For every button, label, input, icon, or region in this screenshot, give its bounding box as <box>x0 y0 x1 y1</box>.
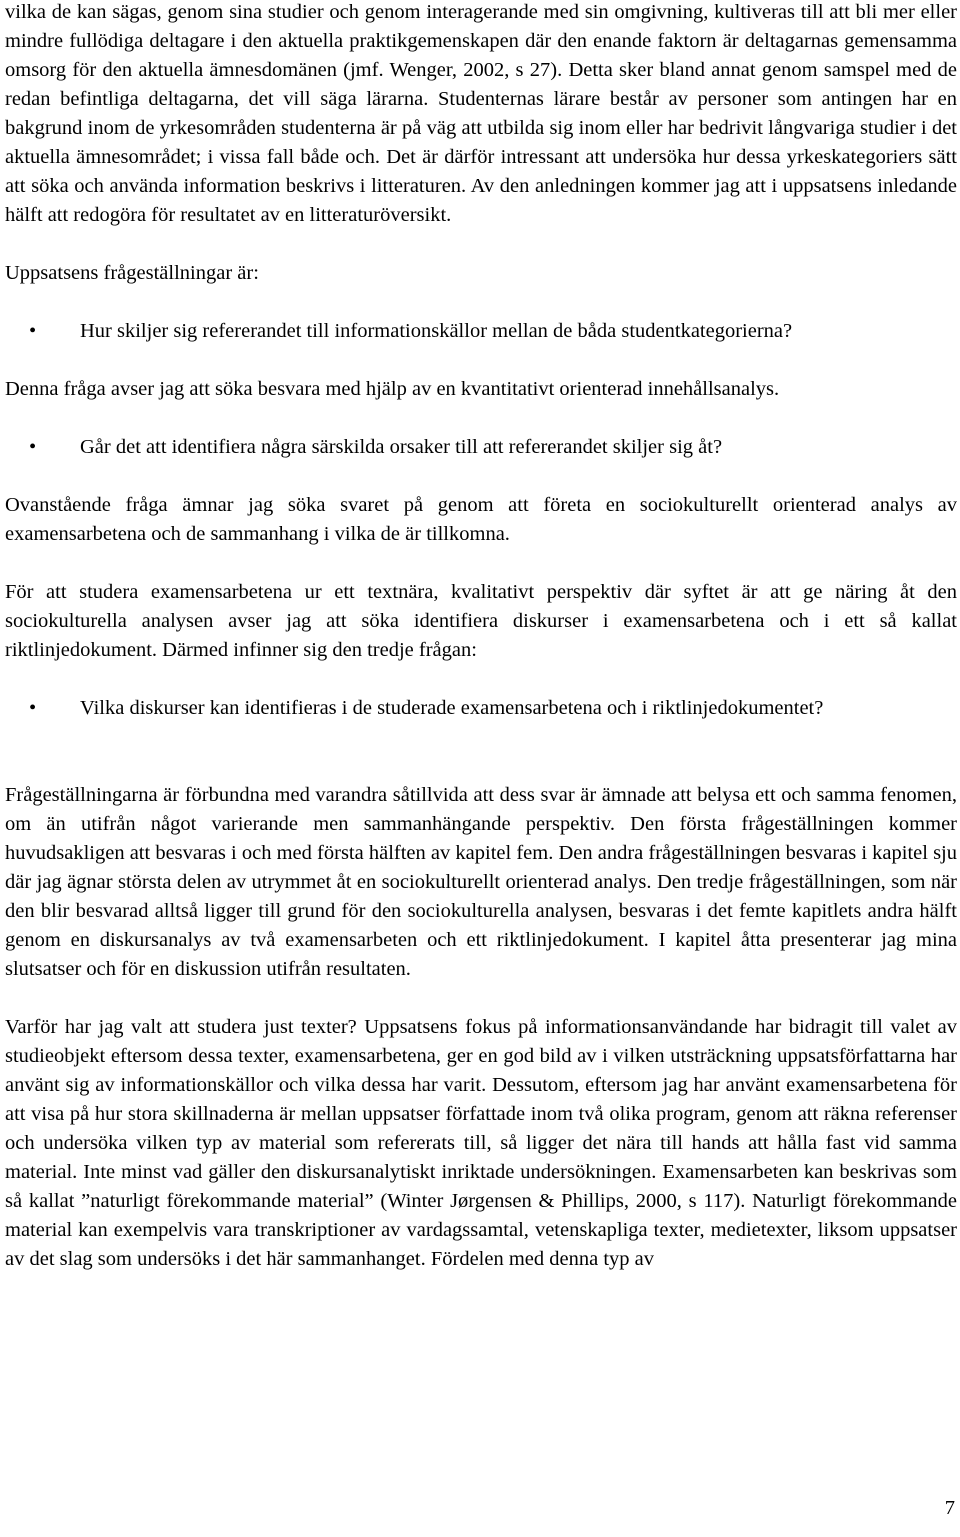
bullet-question-1-text: Hur skiljer sig refererandet till informationskällor mellan de båda studentkategorierna? <box>80 320 793 342</box>
bullet-icon: • <box>29 436 37 458</box>
bullet-question-1 <box>5 317 957 346</box>
paragraph-intro: vilka de kan sägas, genom sina studier och genom interagerande med sin omgivning, kultiveras till att bli mer eller mindre fullödiga deltagare i den aktuella praktikgemenskapen där den enande faktorn är deltagarnas gemensamma omsorg för den aktuella ämnesdomänen (jmf. Wenger, 2002, s 27). Detta sker bland annat genom samspel med de redan befintliga deltagarna, det vill säga lärarna. Studenternas lärare består av personer som antingen har en bakgrund inom de yrkesområden studenterna är på väg att utbilda sig inom eller har bedrivit långvariga studier i det aktuella ämnesområdet; i vissa fall både och. Det är därför intressant att undersöka hur dessa yrkeskategoriers sätt att söka och använda information beskrivs i litteraturen. Av den anledningen kommer jag att i uppsatsens inledande hälft att redogöra för resultatet av en litteraturöversikt. <box>5 1 957 226</box>
paragraph-method-1: Denna fråga avser jag att söka besvara med hjälp av en kvantitativt orienterad innehållsanalys. <box>5 378 780 400</box>
bullet-question-2 <box>5 433 957 462</box>
bullet-question-3 <box>5 694 957 723</box>
paragraph-questions-heading: Uppsatsens frågeställningar är: <box>5 262 259 284</box>
bullet-question-2-text: Går det att identifiera några särskilda orsaker till att refererandet skiljer sig åt? <box>80 436 723 458</box>
paragraph-structure: Frågeställningarna är förbundna med varandra såtillvida att dess svar är ämnade att belysa ett och samma fenomen, om än utifrån något varierande men sammanhängande perspektiv. Den första frågeställningen kommer huvudsakligen att besvaras i och med första hälften av kapitel fem. Den andra frågeställningen besvaras i kapitel sju där jag ägnar största delen av utrymmet åt en sociokulturellt orienterad analys. Den tredje frågeställningen, som när den blir besvarad alltså ligger till grund för den sociokulturella analysen, besvaras i det femte kapitlets andra hälft genom en diskursanalys av två examensarbeten och ett riktlinjedokument. I kapitel åtta presenterar jag mina slutsatser och för en diskussion utifrån resultaten. <box>5 784 957 980</box>
bullet-icon: • <box>29 320 37 342</box>
document-page <box>5 0 957 1274</box>
bullet-icon: • <box>29 697 37 719</box>
bullet-question-3-text: Vilka diskurser kan identifieras i de studerade examensarbetena och i riktlinjedokumentet? <box>80 697 824 719</box>
page-number: 7 <box>944 1497 955 1519</box>
paragraph-motivation: Varför har jag valt att studera just texter? Uppsatsens fokus på informationsanvändande har bidragit till valet av studieobjekt eftersom dessa texter, examensarbetena, ger en god bild av i vilken utsträckning uppsatsförfattarna har använt sig av informationskällor och vilka dessa har varit. Dessutom, eftersom jag har använt examensarbetena för att visa på hur stora skillnaderna är mellan uppsatser författade inom två olika program, genom att räkna referenser och undersöka vilken typ av material som refererats till, så ligger det nära till hands att hålla fast vid samma material. Inte minst vad gäller den diskursanalytiskt inriktade undersökningen. Examensarbeten kan beskrivas som så kallat ”naturligt förekommande material” (Winter Jørgensen & Phillips, 2000, s 117). Naturligt förekommande material kan exempelvis vara transkriptioner av vardagssamtal, vetenskapliga texter, medietexter, liksom uppsatser av det slag som undersöks i det här sammanhanget. Fördelen med denna typ av <box>5 1016 957 1270</box>
paragraph-method-3: För att studera examensarbetena ur ett textnära, kvalitativt perspektiv där syftet är att ge näring åt den sociokulturella analysen avser jag att söka identifiera diskurser i examensarbetena och i ett så kallat riktlinjedokument. Därmed infinner sig den tredje frågan: <box>5 581 957 661</box>
paragraph-method-2: Ovanstående fråga ämnar jag söka svaret på genom att företa en sociokulturellt orienterad analys av examensarbetena och de sammanhang i vilka de är tillkomna. <box>5 494 957 545</box>
